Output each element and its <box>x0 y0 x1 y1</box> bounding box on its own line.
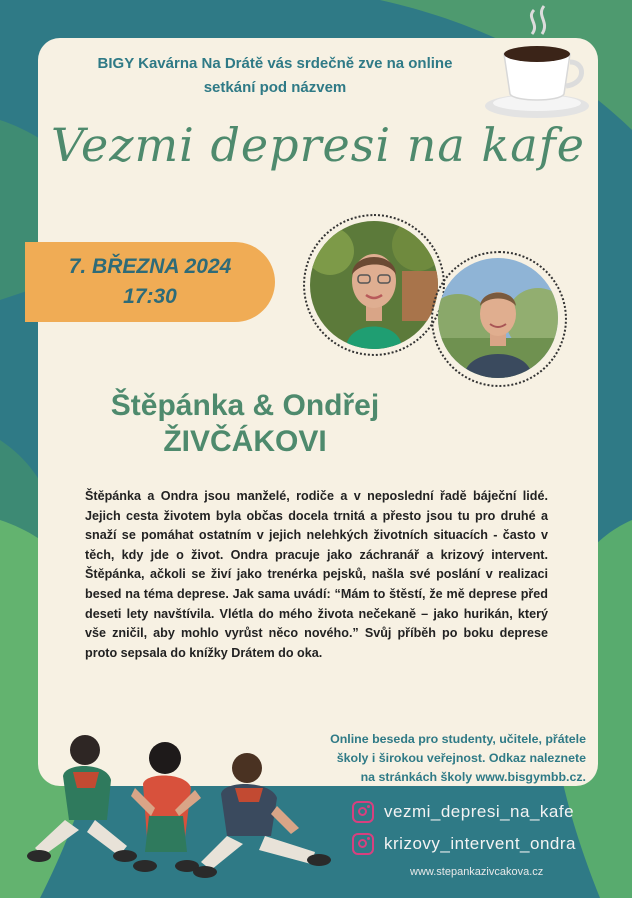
people-illustration <box>15 728 345 893</box>
social-instagram-2[interactable] <box>352 833 576 855</box>
website-link[interactable]: www.stepankazivcakova.cz <box>410 866 544 878</box>
speaker-names: Štěpánka & Ondřej ŽIVČÁKOVI <box>110 389 380 458</box>
social-instagram-1[interactable] <box>352 801 574 823</box>
description-text: Štěpánka a Ondra jsou manželé, rodiče a v neposlední řadě báječní lidé. Jejich cesta životem byla občas docela trnitá a přesto jsou tu pro druhé a snaží se pomáhat ostatním v jejich nelehkých životních situacích - často v těch, kdy jde o život. Ondra pracuje jako záchranář a krizový intervent. Štěpánka, ačkoli se živí jako trenérka pejsků, našla své poslání v realizaci besed na téma deprese. Jak sama uvádí: “Mám to štěstí, že mě deprese před deseti lety navštívila. Vlétla do mého života nečekaně – jako hurikán, který vše zničil, aby mohlo vyrůst něco nového.” Svůj příběh po boku deprese proto sepsala do knížky Drátem do oka. <box>85 489 548 660</box>
event-time: 17:30 <box>123 285 177 308</box>
coffee-cup-icon <box>482 2 592 122</box>
event-title: Vezmi depresi na kafe <box>51 118 585 172</box>
instagram-icon <box>352 801 374 823</box>
photo-ondrej <box>438 258 558 378</box>
online-info: Online beseda pro studenty, učitele, přátele školy i širokou veřejnost. Odkaz naleznete na stránkách školy www.bisgymbb.cz. <box>330 732 586 784</box>
instagram-handle[interactable]: krizovy_intervent_ondra <box>384 834 576 853</box>
instagram-handle[interactable]: vezmi_depresi_na_kafe <box>384 802 575 821</box>
photo-stepanka <box>310 221 438 349</box>
date-badge <box>25 242 275 322</box>
event-date: 7. BŘEZNA 2024 <box>68 255 232 278</box>
instagram-icon <box>352 833 374 855</box>
invitation-text: BIGY Kavárna Na Drátě vás srdečně zve na online setkání pod názvem <box>97 55 453 96</box>
